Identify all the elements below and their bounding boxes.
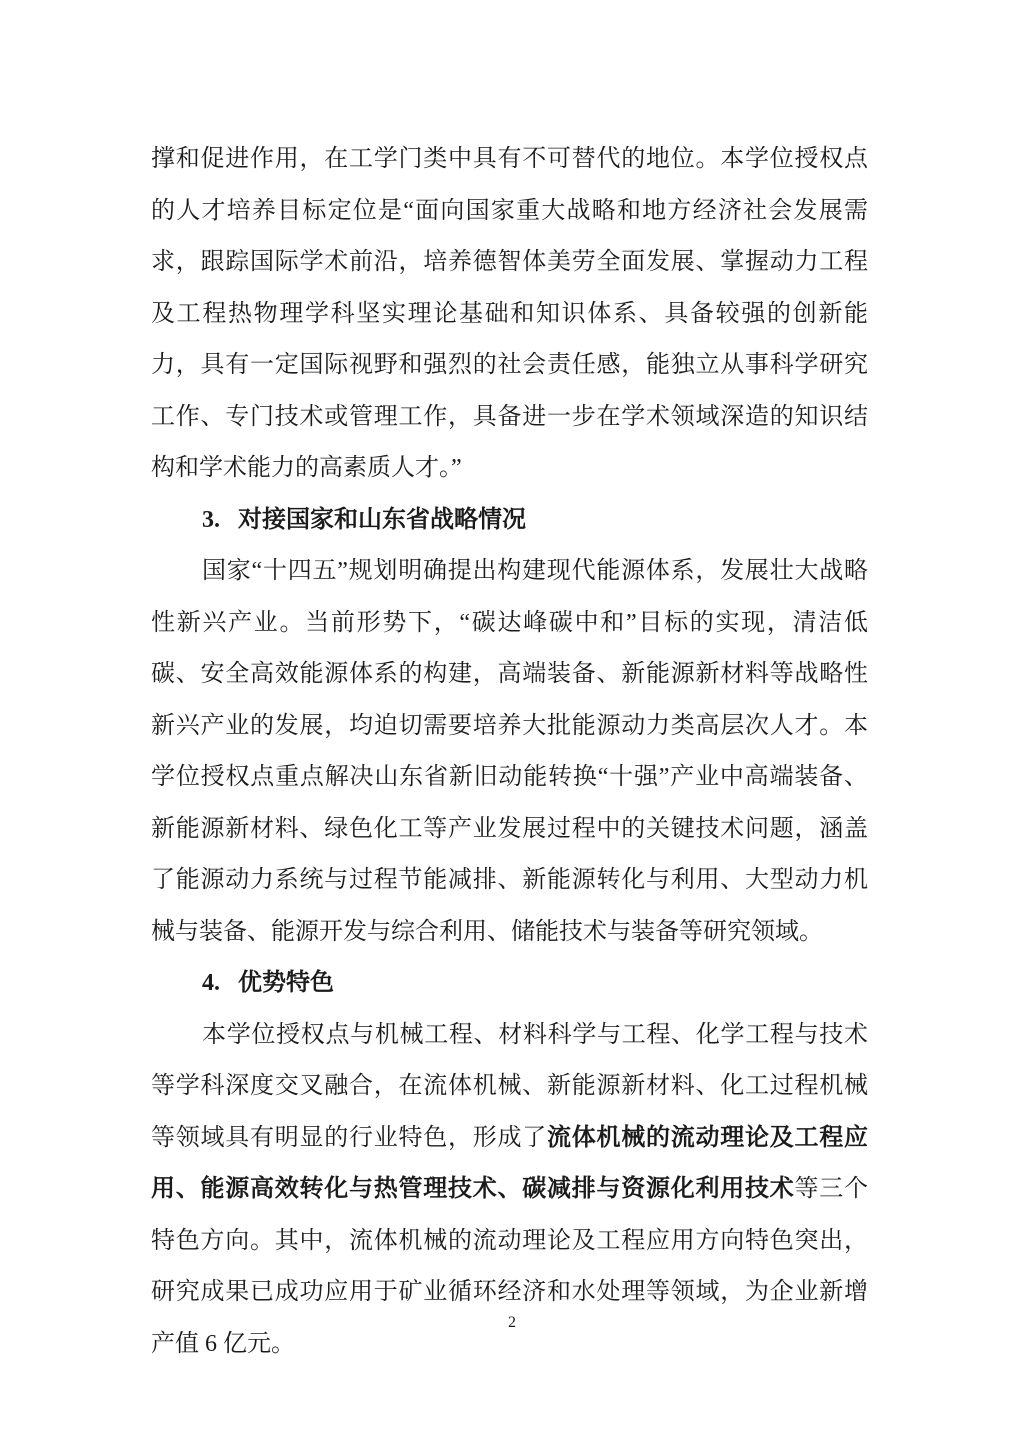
text-run: 国家“十四五”规划明确提出构建现代能源体系，发展壮大战略性新兴产业。当前形势下，“碳达峰碳中和”目标的实现，清洁低碳、安全高效能源体系的构建，高端装备、新能源新材料等战略性新兴产业的发展，均迫切需要培养大批能源动力类高层次人才。本学位授权点重点解决山东省新旧动能转换“十强”产业中高端装备、新能源新材料、绿色化工等产业发展过程中的关键技术问题，涵盖了能源动力系统与过程节能减排、新能源转化与利用、大型动力机械与装备、能源开发与综合利用、储能技术与装备等研究领域。 xyxy=(151,558,868,945)
heading-number: 4. xyxy=(202,970,220,996)
heading-title: 对接国家和山东省战略情况 xyxy=(238,506,526,533)
bold-text-run: 流体机械的流动理论及工程应用、能源高效转化与热管理技术、碳减排与资源化利用技术 xyxy=(151,1124,868,1202)
text-run: 本学位授权点与机械工程、材料科学与工程、化学工程与技术等学科深度交叉融合，在流体机械、新能源新材料、化工过程机械等领域具有明显的行业特色，形成了 xyxy=(151,1021,868,1151)
page-number: 2 xyxy=(508,1314,516,1331)
document-body xyxy=(151,134,868,1370)
page-footer xyxy=(0,1313,1024,1333)
text-run: 撑和促进作用，在工学门类中具有不可替代的地位。本学位授权点的人才培养目标定位是“面向国家重大战略和地方经济社会发展需求，跟踪国际学术前沿，培养德智体美劳全面发展、掌握动力工程及工程热物理学科坚实理论基础和知识体系、具备较强的创新能力，具有一定国际视野和强烈的社会责任感，能独立从事科学研究工作、专门技术或管理工作，具备进一步在学术领域深造的知识结构和学术能力的高素质人才。” xyxy=(151,146,868,481)
body-paragraph xyxy=(151,546,868,958)
text-run: 等三个特色方向。其中，流体机械的流动理论及工程应用方向特色突出，研究成果已成功应用于矿业循环经济和水处理等领域，为企业新增产值 6 亿元。 xyxy=(151,1176,868,1357)
section-heading xyxy=(151,958,868,1010)
section-heading xyxy=(151,495,868,547)
heading-title: 优势特色 xyxy=(238,970,334,996)
heading-number: 3. xyxy=(202,506,220,533)
body-paragraph xyxy=(151,134,868,495)
